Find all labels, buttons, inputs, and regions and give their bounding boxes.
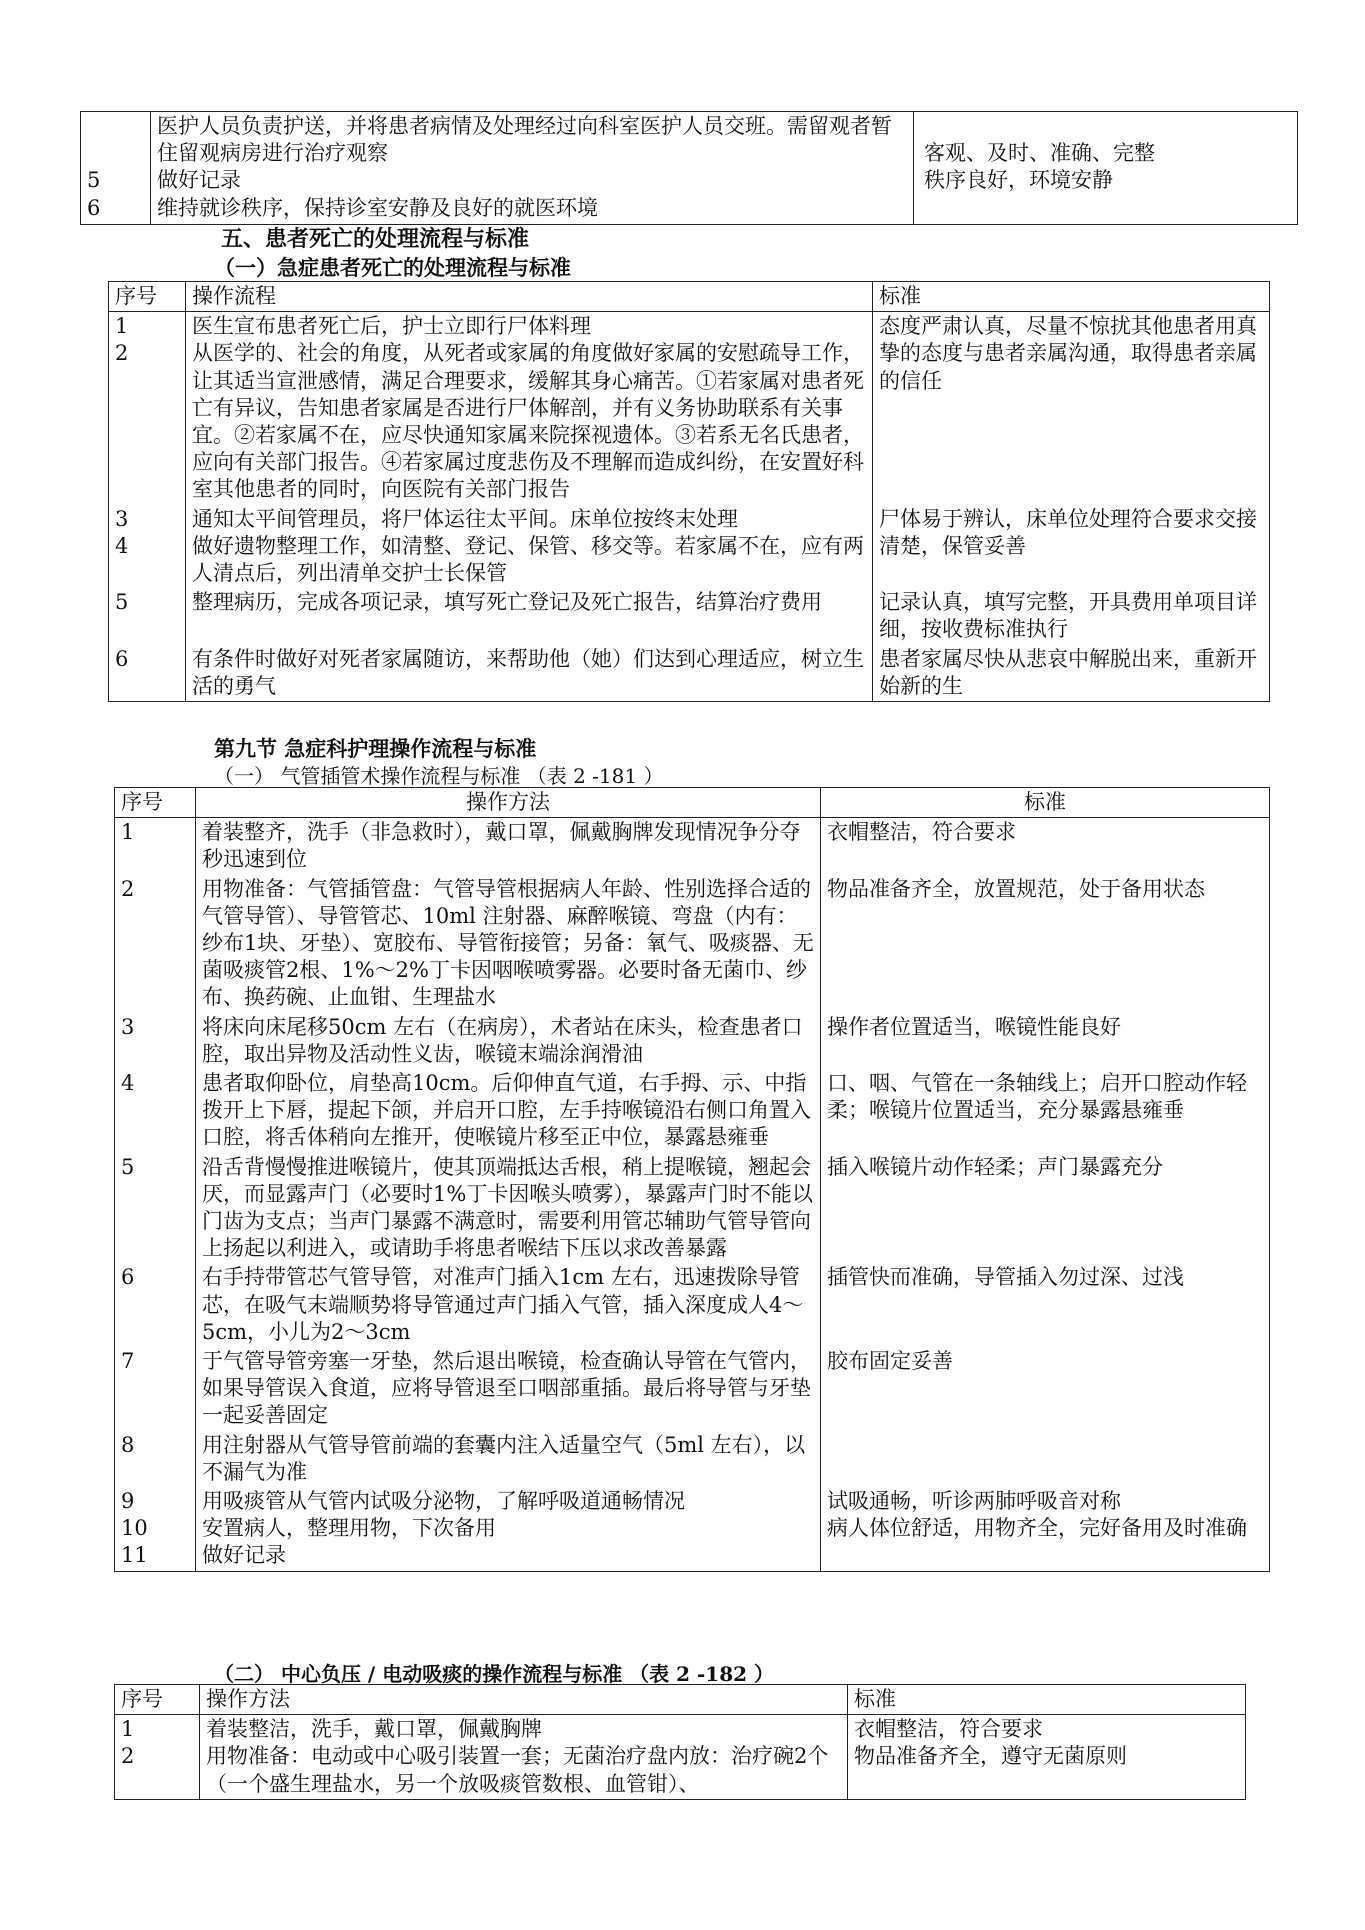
death-row-step: 有条件时做好对死者家属随访，来帮助他（她）们达到心理适应，树立生活的勇气 xyxy=(186,645,873,702)
intubation-row-step: 用吸痰管从气管内试吸分泌物，了解呼吸道通畅情况 安置病人，整理用物，下次备用 做好记录 xyxy=(196,1487,821,1571)
intubation-row-nums: 4 xyxy=(115,1069,196,1153)
intubation-row-step: 沿舌背慢慢推进喉镜片，使其顶端抵达舌根，稍上提喉镜，翘起会厌，而显露声门（必要时1%丁卡因喉头喷雾），暴露声门时不能以门齿为支点；当声门暴露不满意时，需要利用管芯辅助气管导管向上扬起以利进入，或请助手将患者喉结下压以求改善暴露 xyxy=(196,1153,821,1264)
death-row-step: 整理病历，完成各项记录，填写死亡登记及死亡报告，结算治疗费用 xyxy=(186,588,873,644)
intubation-header-seq: 序号 xyxy=(115,788,196,818)
death-row-standard: 记录认真，填写完整，开具费用单项目详细，按收费标准执行 xyxy=(873,588,1270,644)
suction-row-standard: 衣帽整洁，符合要求 物品准备齐全，遵守无菌原则 xyxy=(848,1715,1246,1800)
suction-row-step: 着装整洁，洗手，戴口罩，佩戴胸牌 用物准备：电动或中心吸引装置一套；无菌治疗盘内放：治疗碗2个（一个盛生理盐水，另一个放吸痰管数根、血管钳）、 xyxy=(200,1715,848,1800)
intubation-header-step: 操作方法 xyxy=(196,788,821,818)
intubation-row-standard: 口、咽、气管在一条轴线上；启开口腔动作轻柔；喉镜片位置适当，充分暴露悬雍垂 xyxy=(821,1069,1270,1153)
section-9-title: 第九节 急症科护理操作流程与标准 xyxy=(214,736,537,761)
section-9-subtitle-2: （二） 中心负压 / 电动吸痰的操作流程与标准 （表 2 -182 ） xyxy=(214,1662,775,1686)
death-row-standard: 患者家属尽快从悲哀中解脱出来，重新开始新的生 xyxy=(873,645,1270,702)
intubation-row-nums: 1 xyxy=(115,818,196,875)
intubation-row-step: 患者取仰卧位，肩垫高10cm。后仰伸直气道，右手拇、示、中指拨开上下唇，提起下颌，并启开口腔，左手持喉镜沿右侧口角置入口腔，将舌体稍向左推开，使喉镜片移至正中位，暴露悬雍垂 xyxy=(196,1069,821,1153)
intubation-row-standard: 插管快而准确，导管插入勿过深、过浅 xyxy=(821,1263,1270,1347)
intubation-header-standard: 标准 xyxy=(821,788,1270,818)
death-row-step: 通知太平间管理员，将尸体运往太平间。床单位按终末处理 做好遗物整理工作，如清整、登记、保管、移交等。若家属不在，应有两人清点后，列出清单交护士长保管 xyxy=(186,505,873,589)
intubation-row-standard: 操作者位置适当，喉镜性能良好 xyxy=(821,1013,1270,1069)
death-header-seq: 序号 xyxy=(109,282,186,312)
intubation-row-nums: 7 xyxy=(115,1347,196,1431)
intubation-row-standard: 物品准备齐全，放置规范，处于备用状态 xyxy=(821,875,1270,1013)
death-row-nums: 5 xyxy=(109,588,186,644)
intubation-row-step: 右手持带管芯气管导管，对准声门插入1cm 左右，迅速拨除导管芯，在吸气末端顺势将导管通过声门插入气管，插入深度成人4～5cm，小儿为2～3cm xyxy=(196,1263,821,1347)
death-header-step: 操作流程 xyxy=(186,282,873,312)
intubation-row-nums: 6 xyxy=(115,1263,196,1347)
death-row-standard: 态度严肃认真，尽量不惊扰其他患者用真挚的态度与患者亲属沟通，取得患者亲属的信任 xyxy=(873,312,1270,505)
intubation-row-step: 将床向床尾移50cm 左右（在病房），术者站在床头，检查患者口腔，取出异物及活动性义齿，喉镜末端涂润滑油 xyxy=(196,1013,821,1069)
intubation-row-nums: 8 xyxy=(115,1431,196,1487)
intubation-row-standard xyxy=(821,1431,1270,1487)
suction-header-step: 操作方法 xyxy=(200,1685,848,1715)
top-table-nums: 5 6 xyxy=(81,112,151,225)
intubation-row-standard: 插入喉镜片动作轻柔；声门暴露充分 xyxy=(821,1153,1270,1264)
death-row-nums: 3 4 xyxy=(109,505,186,589)
death-row-nums: 6 xyxy=(109,645,186,702)
top-table xyxy=(80,111,1298,225)
intubation-row-nums: 5 xyxy=(115,1153,196,1264)
death-row-step: 医生宣布患者死亡后，护士立即行尸体料理 从医学的、社会的角度，从死者或家属的角度做好家属的安慰疏导工作，让其适当宣泄感情，满足合理要求，缓解其身心痛苦。①若家属对患者死亡有异议，告知患者家属是否进行尸体解剖，并有义务协助联系有关事宜。②若家属不在，应尽快通知家属来院探视遗体。③若系无名氏患者，应向有关部门报告。④若家属过度悲伤及不理解而造成纠纷，在安置好科室其他患者的同时，向医院有关部门报告 xyxy=(186,312,873,505)
intubation-table-wrap xyxy=(114,787,1270,1572)
death-row-standard: 尸体易于辨认，床单位处理符合要求交接清楚，保管妥善 xyxy=(873,505,1270,589)
intubation-row-standard: 胶布固定妥善 xyxy=(821,1347,1270,1431)
intubation-table xyxy=(114,787,1270,1572)
suction-table-wrap xyxy=(114,1684,1246,1800)
top-table-standards: 客观、及时、准确、完整 秩序良好，环境安静 xyxy=(914,112,1298,225)
section-5-title: 五、患者死亡的处理流程与标准 xyxy=(221,226,530,252)
intubation-row-step: 用注射器从气管导管前端的套囊内注入适量空气（5ml 左右），以不漏气为准 xyxy=(196,1431,821,1487)
death-row-nums: 1 2 xyxy=(109,312,186,505)
intubation-row-nums: 2 xyxy=(115,875,196,1013)
death-table xyxy=(108,281,1270,702)
intubation-row-step: 用物准备：气管插管盘：气管导管根据病人年龄、性别选择合适的气管导管）、导管管芯、10ml 注射器、麻醉喉镜、弯盘（内有：纱布1块、牙垫）、宽胶布、导管衔接管；另备：氧气、吸痰器、无菌吸痰管2根、1%～2%丁卡因咽喉喷雾器。必要时备无菌巾、纱布、换药碗、止血钳、生理盐水 xyxy=(196,875,821,1013)
suction-header-standard: 标准 xyxy=(848,1685,1246,1715)
suction-header-seq: 序号 xyxy=(115,1685,200,1715)
intubation-row-standard: 衣帽整洁，符合要求 xyxy=(821,818,1270,875)
death-header-standard: 标准 xyxy=(873,282,1270,312)
intubation-row-step: 着装整齐，洗手（非急救时），戴口罩，佩戴胸牌发现情况争分夺秒迅速到位 xyxy=(196,818,821,875)
suction-table xyxy=(114,1684,1246,1800)
top-table-wrap xyxy=(80,111,1298,225)
section-5-subtitle: （一）急症患者死亡的处理流程与标准 xyxy=(214,255,571,280)
suction-row-nums: 1 2 xyxy=(115,1715,200,1800)
top-table-steps: 医护人员负责护送，并将患者病情及处理经过向科室医护人员交班。需留观者暂住留观病房进行治疗观察 做好记录 维持就诊秩序，保持诊室安静及良好的就医环境 xyxy=(151,112,914,225)
intubation-row-standard: 试吸通畅，听诊两肺呼吸音对称 病人体位舒适，用物齐全，完好备用及时准确 xyxy=(821,1487,1270,1571)
intubation-row-nums: 3 xyxy=(115,1013,196,1069)
intubation-row-nums: 9 10 11 xyxy=(115,1487,196,1571)
intubation-row-step: 于气管导管旁塞一牙垫，然后退出喉镜，检查确认导管在气管内，如果导管误入食道，应将导管退至口咽部重插。最后将导管与牙垫一起妥善固定 xyxy=(196,1347,821,1431)
section-9-subtitle: （一） 气管插管术操作流程与标准 （表 2 -181 ） xyxy=(214,764,664,788)
death-table-wrap xyxy=(108,281,1270,702)
